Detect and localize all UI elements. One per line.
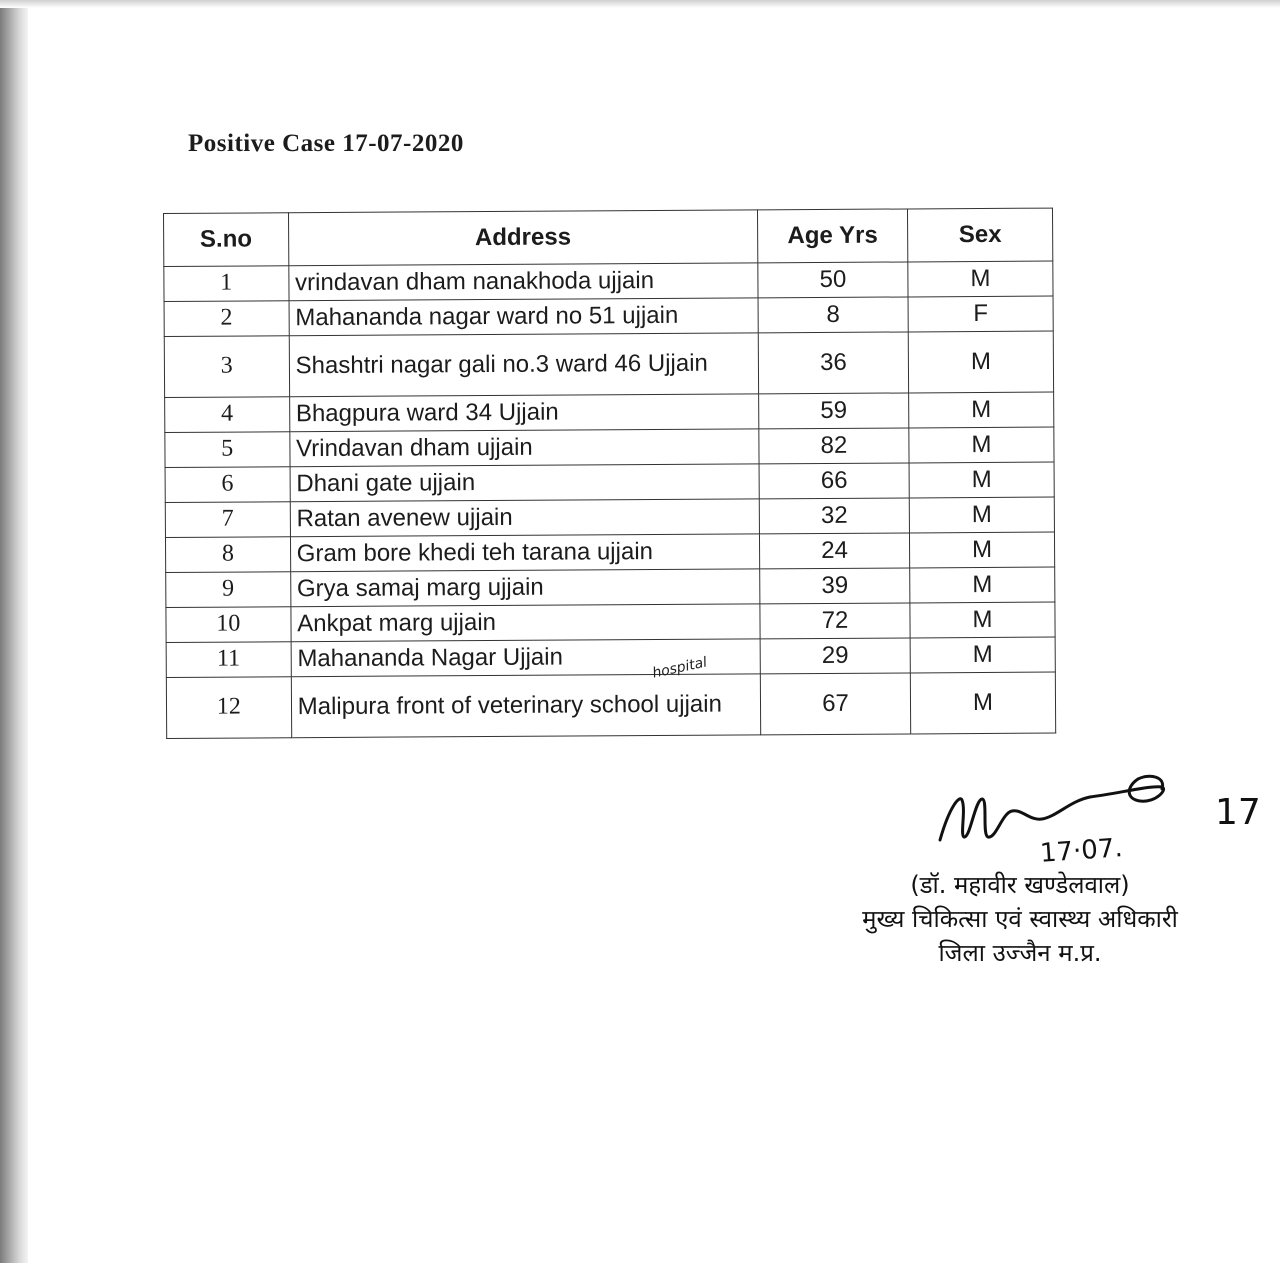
cell-sex: M bbox=[909, 532, 1054, 568]
cell-sno: 8 bbox=[165, 537, 290, 573]
cell-address: Malipura front of veterinary school ujjain bbox=[291, 674, 761, 738]
cell-sex: M bbox=[909, 462, 1054, 498]
cell-age: 66 bbox=[759, 463, 909, 499]
signature-side-mark: 17 bbox=[1215, 792, 1261, 833]
cell-sno: 6 bbox=[165, 467, 290, 503]
table-row bbox=[165, 497, 1054, 537]
table-row bbox=[165, 532, 1054, 572]
officer-name: (डॉ. महावीर खण्डेलवाल) bbox=[910, 871, 1130, 899]
cell-age: 8 bbox=[758, 297, 908, 333]
cell-age: 59 bbox=[759, 393, 909, 429]
cell-sex: M bbox=[910, 567, 1055, 603]
table-row bbox=[166, 602, 1055, 642]
cell-address: Shashtri nagar gali no.3 ward 46 Ujjain bbox=[289, 333, 759, 397]
cell-sno: 4 bbox=[165, 397, 290, 433]
cell-address: Ankpat marg ujjain bbox=[291, 604, 761, 642]
cell-sex: M bbox=[909, 427, 1054, 463]
cell-sno: 12 bbox=[166, 677, 291, 739]
table-row bbox=[165, 462, 1054, 502]
cell-sno: 5 bbox=[165, 432, 290, 468]
cell-address: Gram bore khedi teh tarana ujjain bbox=[290, 534, 760, 572]
table-row bbox=[165, 427, 1054, 467]
cell-sex: F bbox=[908, 296, 1053, 332]
cell-sex: M bbox=[910, 672, 1055, 734]
cell-sex: M bbox=[910, 602, 1055, 638]
cell-address: Mahananda Nagar Ujjain bbox=[291, 639, 761, 677]
cell-address: Dhani gate ujjain bbox=[290, 464, 760, 502]
cell-age: 32 bbox=[759, 498, 909, 534]
table-row bbox=[166, 567, 1055, 607]
officer-location: जिला उज्जैन म.प्र. bbox=[938, 939, 1102, 967]
cell-sex: M bbox=[909, 497, 1054, 533]
cell-age: 24 bbox=[759, 533, 909, 569]
table-row bbox=[165, 392, 1054, 432]
cell-address: Mahananda nagar ward no 51 ujjain bbox=[289, 298, 759, 336]
table-row bbox=[164, 261, 1053, 301]
header-address: Address bbox=[288, 210, 758, 266]
cell-address: vrindavan dham nanakhoda ujjain bbox=[288, 263, 758, 301]
cell-sno: 7 bbox=[165, 502, 290, 538]
page-edge-shadow bbox=[0, 0, 28, 1263]
positive-cases-table bbox=[163, 208, 1056, 739]
cell-sno: 9 bbox=[166, 572, 291, 608]
cell-address: Bhagpura ward 34 Ujjain bbox=[289, 394, 759, 432]
signature-date: 17·07. bbox=[1039, 833, 1124, 869]
cell-sex: M bbox=[908, 331, 1053, 393]
cell-age: 82 bbox=[759, 428, 909, 464]
cell-age: 67 bbox=[760, 673, 910, 735]
table-row bbox=[164, 331, 1053, 397]
cell-sno: 1 bbox=[164, 266, 289, 302]
cell-age: 36 bbox=[758, 332, 908, 394]
cell-address: Vrindavan dham ujjain bbox=[290, 429, 760, 467]
cell-sno: 3 bbox=[164, 336, 289, 398]
cell-address: Grya samaj marg ujjain bbox=[290, 569, 760, 607]
cell-sex: M bbox=[909, 392, 1054, 428]
cell-address: Ratan avenew ujjain bbox=[290, 499, 760, 537]
table-row bbox=[166, 637, 1055, 677]
header-sex: Sex bbox=[908, 208, 1053, 262]
header-sno: S.no bbox=[164, 213, 289, 267]
cell-sno: 11 bbox=[166, 642, 291, 678]
cell-sno: 2 bbox=[164, 301, 289, 337]
officer-block bbox=[820, 868, 1220, 970]
cell-sex: M bbox=[908, 261, 1053, 297]
cell-sno: 10 bbox=[166, 607, 291, 643]
cell-age: 50 bbox=[758, 262, 908, 298]
page-title: Positive Case 17-07-2020 bbox=[188, 130, 464, 157]
cell-age: 72 bbox=[760, 603, 910, 639]
cell-sex: M bbox=[910, 637, 1055, 673]
table-row bbox=[164, 296, 1053, 336]
officer-designation: मुख्य चिकित्सा एवं स्वास्थ्य अधिकारी bbox=[862, 905, 1178, 933]
cell-age: 39 bbox=[760, 568, 910, 604]
header-age: Age Yrs bbox=[757, 209, 907, 263]
cell-age: 29 bbox=[760, 638, 910, 674]
table-header-row bbox=[164, 208, 1053, 266]
handwritten-annotation: hospital bbox=[650, 654, 709, 682]
table-row bbox=[166, 672, 1055, 738]
page-top-shadow bbox=[0, 0, 1280, 8]
